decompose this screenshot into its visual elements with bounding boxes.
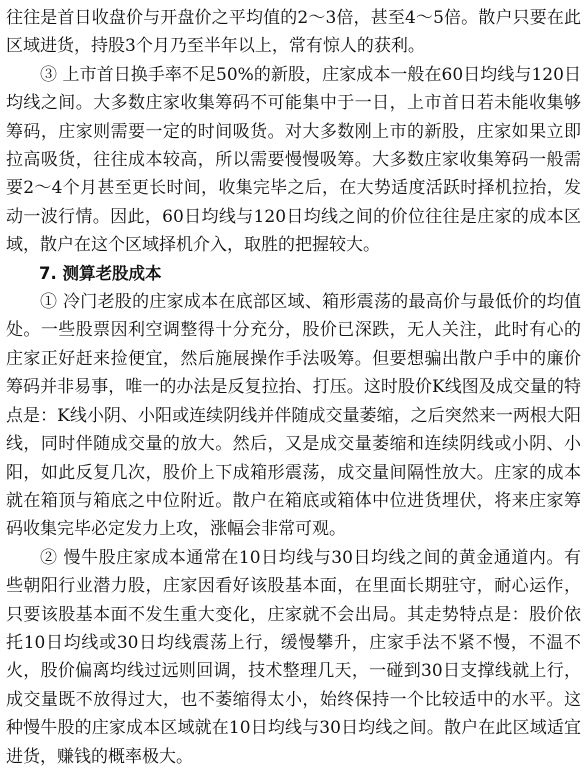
paragraph-new-stock-turnover: ③ 上市首日换手率不足50%的新股，庄家成本一般在60日均线与120日均线之间。大多数庄家收集筹码不可能集中于一日，上市首日若未能收集够筹码，庄家则需要一定的时间吸货。对大多数刚上市的新股，庄家如果立即拉高吸货，往往成本较高，所以需要慢慢吸筹。大多数庄家收集筹码一般需要2～4个月甚至更长时间，收集完毕之后，在大势适度活跃时择机拉抬，发动一波行情。因此，60日均线与120日均线之间的价位往往是庄家的成本区域，散户在这个区域择机介入，取胜的把握较大。	[6, 64, 581, 256]
paragraph-continuation: 往往是首日收盘价与开盘价之平均值的2～3倍，甚至4～5倍。散户只要在此区域进货，持股3个月乃至半年以上，常有惊人的获利。	[6, 8, 581, 57]
section-heading-old-stock-cost: 7. 测算老股成本	[39, 263, 162, 283]
paragraph-cold-old-stock: ① 冷门老股的庄家成本在底部区域、箱形震荡的最高价与最低价的均值处。一些股票因利空调整得十分充分，股价已深跌，无人关注，此时有心的庄家正好赶来捡便宜，然后施展操作手法吸筹。但要想骗出散户手中的廉价筹码并非易事，唯一的办法是反复拉抬、打压。这时股价K线图及成交量的特点是：K线小阴、小阳或连续阴线并伴随成交量萎缩，之后突然来一两根大阳线，同时伴随成交量的放大。然后，又是成交量萎缩和连续阴线或小阴、小阳，如此反复几次，股价上下成箱形震荡，成交量间隔性放大。庄家的成本就在箱顶与箱底之中位附近。散户在箱底或箱体中位进货埋伏，将来庄家筹码收集完毕必定发力上攻，涨幅会非常可观。	[6, 292, 581, 540]
paragraph-slow-bull-stock: ② 慢牛股庄家成本通常在10日均线与30日均线之间的黄金通道内。有些朝阳行业潜力股，庄家因看好该股基本面，在里面长期驻守，耐心运作，只要该股基本面不发生重大变化，庄家就不会出局。其走势特点是：股价依托10日均线或30日均线震荡上行，缓慢攀升，庄家手法不紧不慢，不温不火，股价偏离均线过远则回调，技术整理几天，一碰到30日支撑线就上行，成交量既不放得过大，也不萎缩得太小，始终保持一个比较适中的水平。这种慢牛股的庄家成本区域就在10日均线与30日均线之间。散户在此区域适宜进货，赚钱的概率极大。	[6, 547, 581, 767]
